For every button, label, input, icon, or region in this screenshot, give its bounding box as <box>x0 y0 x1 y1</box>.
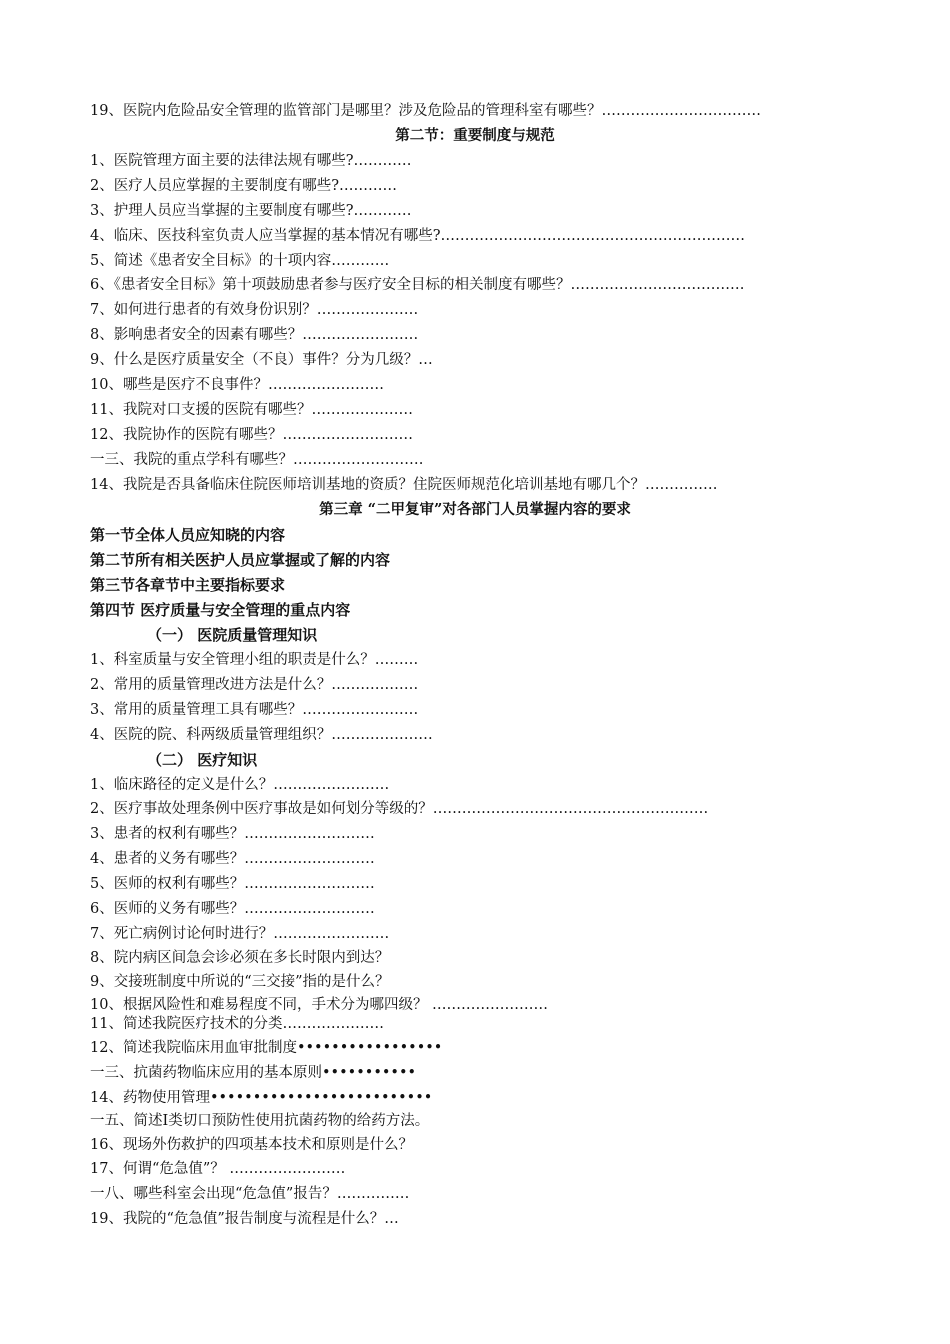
subsection-heading: （二） 医疗知识 <box>147 751 258 769</box>
question-item: 4、患者的义务有哪些？……………………… <box>90 851 375 867</box>
question-item: 2、医疗人员应掌握的主要制度有哪些?………… <box>90 178 397 194</box>
question-item: 16、现场外伤救护的四项基本技术和原则是什么？ <box>90 1137 413 1153</box>
question-item: 11、我院对口支援的医院有哪些？………………… <box>90 402 413 418</box>
question-19-hazardous: 19、医院内危险品安全管理的监管部门是哪里？涉及危险品的管理科室有哪些？…………………………… <box>90 103 761 119</box>
question-item: 3、护理人员应当掌握的主要制度有哪些?………… <box>90 203 412 219</box>
subsection-heading: （一） 医院质量管理知识 <box>147 626 318 644</box>
section-heading: 第三节各章节中主要指标要求 <box>90 576 286 594</box>
question-item: 17、何谓“危急值”？ …………………… <box>90 1161 346 1177</box>
question-item: 4、临床、医技科室负责人应当掌握的基本情况有哪些?……………………………………………………… <box>90 228 745 244</box>
question-item: 6、医师的义务有哪些？……………………… <box>90 901 375 917</box>
section-heading-2: 第二节：重要制度与规范 <box>395 127 555 144</box>
section-heading: 第四节 医疗质量与安全管理的重点内容 <box>90 601 351 619</box>
question-item: 2、常用的质量管理改进方法是什么？……………… <box>90 677 419 693</box>
question-item: 10、哪些是医疗不良事件？…………………… <box>90 377 384 393</box>
question-item: 11、简述我院医疗技术的分类………………… <box>90 1016 384 1032</box>
question-item: 3、患者的权利有哪些？……………………… <box>90 826 375 842</box>
section-heading: 第一节全体人员应知晓的内容 <box>90 526 286 544</box>
question-item: 6、《患者安全目标》第十项鼓励患者参与医疗安全目标的相关制度有哪些？……………………………… <box>90 277 745 293</box>
question-item: 19、我院的“危急值”报告制度与流程是什么？… <box>90 1211 399 1227</box>
question-item: 一五、简述Ⅰ类切口预防性使用抗菌药物的给药方法。 <box>90 1113 430 1129</box>
question-item: 5、医师的权利有哪些？……………………… <box>90 876 375 892</box>
question-item: 一三、抗菌药物临床应用的基本原则••••••••••• <box>90 1065 417 1081</box>
chapter-heading-3: 第三章 “二甲复审”对各部门人员掌握内容的要求 <box>319 501 631 518</box>
question-item: 3、常用的质量管理工具有哪些？…………………… <box>90 702 419 718</box>
question-item: 12、简述我院临床用血审批制度••••••••••••••••• <box>90 1040 443 1056</box>
question-item: 8、影响患者安全的因素有哪些？…………………… <box>90 327 419 343</box>
question-item: 9、交接班制度中所说的“三交接”指的是什么？ <box>90 974 390 990</box>
question-item: 5、简述《患者安全目标》的十项内容………… <box>90 253 390 269</box>
question-item: 一三、我院的重点学科有哪些？……………………… <box>90 452 424 468</box>
section-heading: 第二节所有相关医护人员应掌握或了解的内容 <box>90 551 391 569</box>
question-item: 1、科室质量与安全管理小组的职责是什么？……… <box>90 652 419 668</box>
question-item: 1、医院管理方面主要的法律法规有哪些?………… <box>90 153 412 169</box>
question-item: 7、如何进行患者的有效身份识别？………………… <box>90 302 419 318</box>
question-item: 7、死亡病例讨论何时进行？…………………… <box>90 926 390 942</box>
question-item: 12、我院协作的医院有哪些？……………………… <box>90 427 413 443</box>
question-item: 2、医疗事故处理条例中医疗事故是如何划分等级的？………………………………………………… <box>90 801 709 817</box>
question-item: 9、什么是医疗质量安全（不良）事件？分为几级？… <box>90 352 433 368</box>
question-item: 10、根据风险性和难易程度不同，手术分为哪四级？ …………………… <box>90 997 549 1013</box>
question-item: 8、院内病区间急会诊必须在多长时限内到达？ <box>90 950 390 966</box>
question-item: 14、药物使用管理•••••••••••••••••••••••••• <box>90 1090 433 1106</box>
question-item: 一八、哪些科室会出现“危急值”报告？…………… <box>90 1186 410 1202</box>
question-item: 4、医院的院、科两级质量管理组织？………………… <box>90 727 433 743</box>
question-item: 1、临床路径的定义是什么？…………………… <box>90 777 390 793</box>
question-item: 14、我院是否具备临床住院医师培训基地的资质？住院医师规范化培训基地有哪几个？…………… <box>90 477 718 493</box>
